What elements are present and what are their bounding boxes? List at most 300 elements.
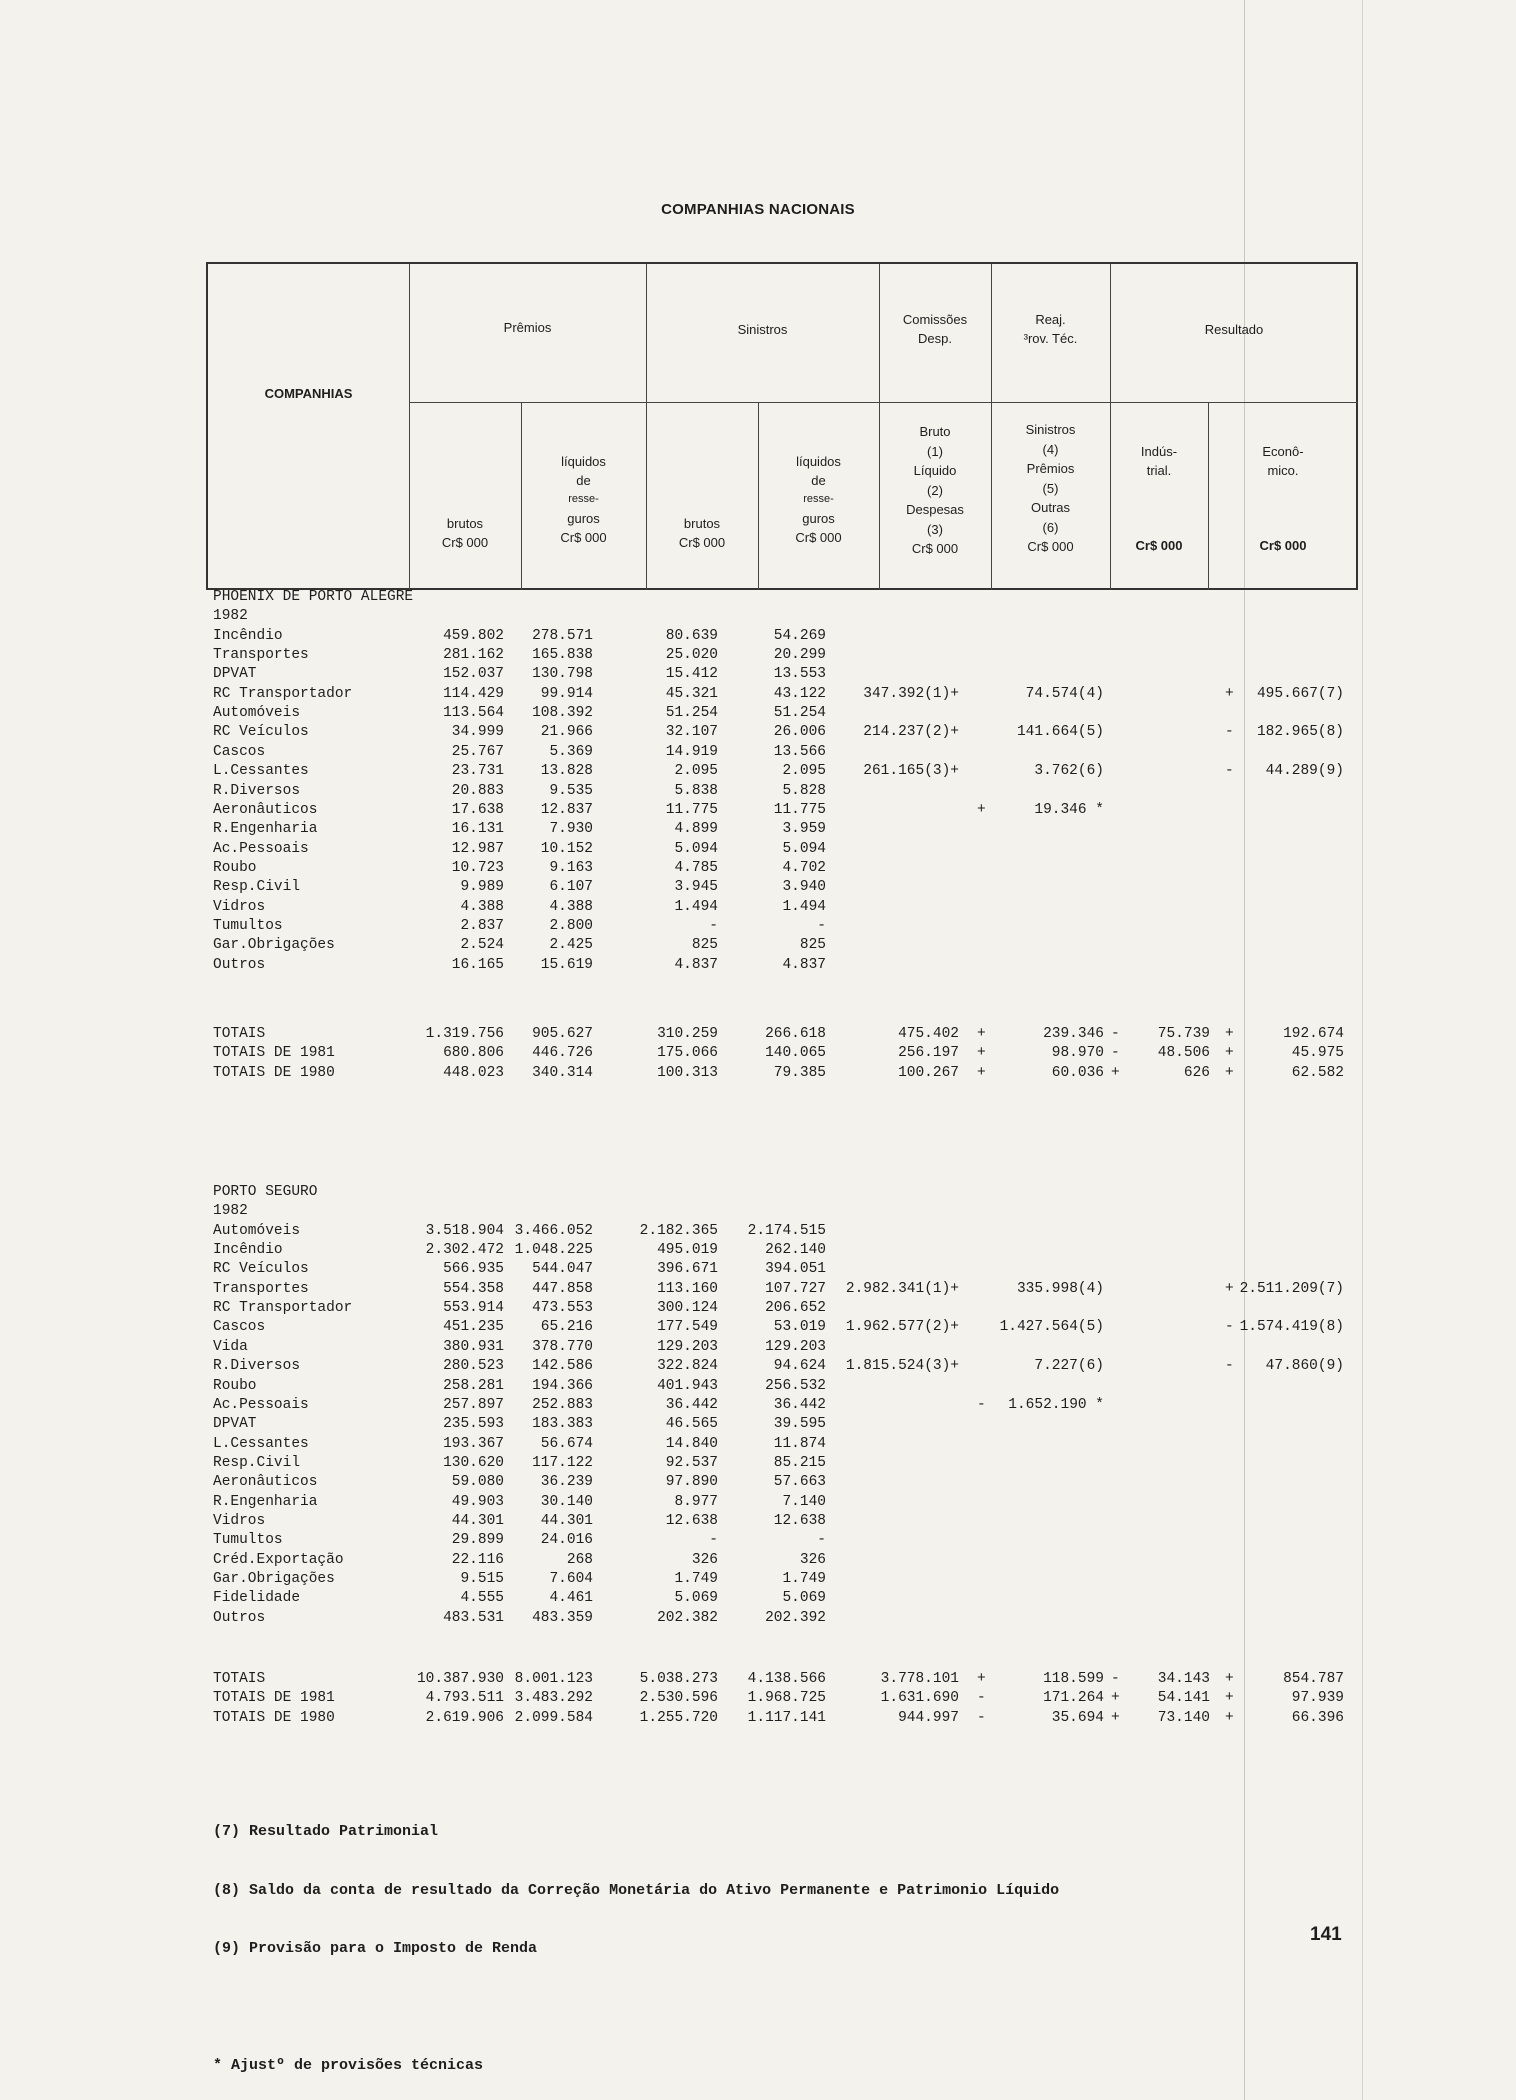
table-row	[0, 1570, 1516, 1589]
premios-liquidos-cell: 36.239	[540, 1474, 593, 1491]
company-name: PHOENIX DE PORTO ALEGRE	[213, 589, 414, 605]
sinistros-brutos-cell: 100.313	[657, 1064, 718, 1081]
premios-brutos-cell: 17.638	[451, 801, 504, 818]
sinistros-liquidos-cell: 26.006	[773, 724, 826, 741]
row-label-cell: L.Cessantes	[213, 1435, 309, 1452]
premios-liquidos-cell: 3.483.292	[514, 1690, 593, 1707]
sinistros-liquidos-cell: 85.215	[773, 1454, 826, 1471]
sinistros-brutos-cell: -	[709, 1532, 718, 1549]
premios-brutos-cell: 16.131	[451, 821, 504, 838]
premios-brutos-cell: 10.387.930	[416, 1671, 504, 1687]
premios-liquidos-cell: 15.619	[540, 956, 593, 973]
sinistros-liquidos-cell: 4.702	[782, 859, 826, 876]
premios-liquidos-cell: 6.107	[549, 879, 593, 896]
table-row	[0, 1280, 1516, 1299]
sinistros-liquidos-cell: 1.968.725	[747, 1690, 826, 1707]
table-row	[0, 956, 1516, 975]
row-label-cell: TOTAIS DE 1981	[213, 1045, 335, 1062]
economico-unit: Cr$ 000	[1259, 538, 1307, 553]
totals-row	[0, 1064, 1516, 1083]
sinistros-brutos-header: brutos Cr$ 000	[678, 516, 726, 550]
table-row	[0, 1473, 1516, 1492]
industrial-cell: 48.506	[1157, 1045, 1210, 1062]
comissoes-header: Comissões Desp.	[902, 312, 968, 346]
sinistros-liquidos-cell: 20.299	[773, 647, 826, 664]
sinistros-liquidos-cell: 57.663	[773, 1474, 826, 1491]
reaj-cell: 239.346	[1043, 1026, 1104, 1042]
sinistros-liquidos-cell: 326	[799, 1551, 826, 1568]
row-label-cell: Roubo	[213, 859, 257, 876]
row-label-cell: L.Cessantes	[213, 763, 309, 780]
premios-brutos-cell: 380.931	[443, 1338, 504, 1355]
sign-cell: +	[1111, 1064, 1120, 1081]
row-label-cell: Cascos	[213, 1319, 266, 1336]
table-row	[0, 685, 1516, 704]
row-label-cell: Outros	[213, 1609, 266, 1626]
sinistros-brutos-cell: 1.494	[674, 898, 718, 915]
economico-cell: 2.511.209(7)	[1239, 1280, 1344, 1297]
footnotes	[213, 1783, 1059, 2095]
premios-liquidos-cell: 9.163	[549, 859, 593, 876]
premios-brutos-cell: 2.837	[460, 917, 504, 934]
industrial-unit: Cr$ 000	[1135, 538, 1183, 553]
table-row	[0, 1338, 1516, 1357]
table-row	[0, 1589, 1516, 1608]
comissoes-cell: 944.997	[898, 1709, 959, 1726]
sinistros-liquidos-header: líquidos de resse- guros Cr$ 000	[795, 454, 842, 545]
economico-header: Econô- mico.	[1262, 444, 1304, 478]
sinistros-brutos-cell: 25.020	[665, 647, 718, 664]
premios-liquidos-cell: 21.966	[540, 724, 593, 741]
sinistros-liquidos-cell: 202.392	[765, 1609, 826, 1626]
premios-liquidos-cell: 3.466.052	[514, 1222, 593, 1239]
table-row	[0, 627, 1516, 646]
sinistros-brutos-cell: 12.638	[665, 1512, 718, 1529]
row-label-cell: R.Engenharia	[213, 1493, 318, 1510]
premios-brutos-cell: 2.524	[460, 937, 504, 954]
comissoes-subheader: Bruto (1) Líquido (2) Despesas (3) Cr$ 000	[906, 424, 964, 556]
row-label-cell: Automóveis	[213, 705, 301, 722]
table-row	[0, 1222, 1516, 1241]
companhias-header: COMPANHIAS	[264, 386, 353, 401]
sinistros-brutos-cell: 5.838	[674, 782, 718, 799]
row-label-cell: Roubo	[213, 1377, 257, 1394]
premios-brutos-cell: 281.162	[443, 647, 504, 664]
totals-row	[0, 1709, 1516, 1728]
company-year: 1982	[213, 1203, 248, 1220]
table-row	[0, 1512, 1516, 1531]
row-label-cell: R.Diversos	[213, 782, 301, 799]
reaj-subheader: Sinistros (4) Prêmios (5) Outras (6) Cr$ 000	[1025, 422, 1076, 554]
row-label-cell: Transportes	[213, 647, 309, 664]
row-label-cell: RC Veículos	[213, 724, 309, 741]
sign-cell: +	[1111, 1690, 1120, 1707]
sinistros-brutos-cell: 129.203	[657, 1338, 718, 1355]
premios-brutos-cell: 280.523	[443, 1358, 504, 1375]
row-label-cell: DPVAT	[213, 1416, 257, 1433]
sinistros-liquidos-cell: 825	[799, 937, 826, 954]
row-label-cell: Vida	[213, 1338, 248, 1355]
economico-cell: 66.396	[1291, 1709, 1344, 1726]
premios-brutos-header: brutos Cr$ 000	[441, 516, 489, 550]
premios-brutos-cell: 4.555	[460, 1590, 504, 1607]
premios-brutos-cell: 4.793.511	[425, 1690, 504, 1707]
industrial-cell: 54.141	[1157, 1690, 1210, 1707]
premios-brutos-cell: 16.165	[451, 956, 504, 973]
reaj-cell: 7.227(6)	[1034, 1358, 1104, 1375]
premios-liquidos-cell: 183.383	[532, 1416, 593, 1433]
premios-brutos-cell: 566.935	[443, 1261, 504, 1278]
row-label-cell: Vidros	[213, 898, 266, 915]
sign-cell: +	[977, 1026, 986, 1042]
premios-brutos-cell: 483.531	[443, 1609, 504, 1626]
row-label-cell: TOTAIS	[213, 1026, 266, 1042]
premios-liquidos-cell: 252.883	[532, 1396, 593, 1413]
reaj-cell: 74.574(4)	[1025, 685, 1104, 702]
sinistros-brutos-cell: 32.107	[665, 724, 718, 741]
sinistros-brutos-cell: 4.785	[674, 859, 718, 876]
row-label-cell: Vidros	[213, 1512, 266, 1529]
row-label-cell: RC Transportador	[213, 1300, 353, 1317]
sign-cell: +	[977, 801, 986, 818]
sinistros-liquidos-cell: 206.652	[765, 1300, 826, 1317]
premios-liquidos-cell: 2.425	[549, 937, 593, 954]
comissoes-cell: 475.402	[898, 1026, 959, 1042]
sinistros-brutos-cell: 396.671	[657, 1261, 718, 1278]
sinistros-liquidos-cell: 12.638	[773, 1512, 826, 1529]
economico-cell: 47.860(9)	[1265, 1358, 1344, 1375]
economico-cell: 182.965(8)	[1256, 724, 1344, 741]
table-row	[0, 1299, 1516, 1318]
reaj-cell: 19.346 *	[1034, 801, 1104, 818]
sign-cell: +	[977, 1064, 986, 1081]
table-row	[0, 936, 1516, 955]
premios-brutos-cell: 130.620	[443, 1454, 504, 1471]
sign-cell: -	[1111, 1671, 1120, 1687]
sinistros-brutos-cell: 80.639	[665, 627, 718, 644]
row-label-cell: Resp.Civil	[213, 1454, 301, 1471]
reaj-cell: 60.036	[1051, 1064, 1104, 1081]
table-header	[206, 262, 1358, 590]
reaj-cell: 1.652.190 *	[1008, 1396, 1104, 1413]
premios-liquidos-cell: 130.798	[532, 666, 593, 683]
premios-liquidos-cell: 268	[566, 1551, 593, 1568]
premios-brutos-cell: 22.116	[451, 1551, 504, 1568]
sinistros-brutos-cell: -	[709, 917, 718, 934]
sinistros-liquidos-cell: 79.385	[773, 1064, 826, 1081]
sinistros-brutos-cell: 14.840	[665, 1435, 718, 1452]
premios-brutos-cell: 193.367	[443, 1435, 504, 1452]
sinistros-liquidos-cell: -	[817, 917, 826, 934]
sinistros-brutos-cell: 326	[691, 1551, 718, 1568]
row-label-cell: R.Engenharia	[213, 821, 318, 838]
premios-liquidos-cell: 65.216	[540, 1319, 593, 1336]
reaj-cell: 141.664(5)	[1016, 724, 1104, 741]
sinistros-liquidos-cell: 7.140	[782, 1493, 826, 1510]
premios-liquidos-cell: 7.604	[549, 1571, 593, 1587]
table-row	[0, 1435, 1516, 1454]
sinistros-liquidos-cell: 2.095	[782, 763, 826, 780]
page-number: 141	[1310, 1924, 1342, 1945]
premios-brutos-cell: 459.802	[443, 627, 504, 644]
table-row	[0, 1493, 1516, 1512]
comissoes-cell: 100.267	[898, 1064, 959, 1081]
comissoes-cell: 347.392(1)+	[863, 685, 959, 702]
premios-liquidos-cell: 30.140	[540, 1493, 593, 1510]
sinistros-liquidos-cell: 129.203	[765, 1338, 826, 1355]
sinistros-brutos-cell: 401.943	[657, 1377, 718, 1394]
sinistros-brutos-cell: 36.442	[665, 1396, 718, 1413]
economico-cell: 192.674	[1283, 1026, 1344, 1042]
table-row	[0, 1357, 1516, 1376]
sinistros-brutos-cell: 1.749	[674, 1571, 718, 1587]
sign-cell: +	[1225, 1026, 1234, 1042]
sinistros-brutos-cell: 2.095	[674, 763, 718, 780]
comissoes-cell: 1.815.524(3)+	[845, 1358, 959, 1375]
table-row	[0, 1609, 1516, 1628]
table-row	[0, 898, 1516, 917]
row-label-cell: Créd.Exportação	[213, 1551, 344, 1568]
sinistros-brutos-cell: 113.160	[657, 1280, 718, 1297]
premios-liquidos-cell: 194.366	[532, 1377, 593, 1394]
premios-brutos-cell: 258.281	[443, 1377, 504, 1394]
footnote: (9) Provisão para o Imposto de Renda	[213, 1940, 538, 1957]
comissoes-cell: 3.778.101	[880, 1671, 959, 1687]
sign-cell: +	[1225, 1690, 1234, 1707]
premios-liquidos-cell: 7.930	[549, 821, 593, 838]
premios-liquidos-cell: 2.099.584	[514, 1709, 593, 1726]
premios-liquidos-cell: 13.828	[540, 763, 593, 780]
table-row	[0, 782, 1516, 801]
sinistros-liquidos-cell: 43.122	[773, 685, 826, 702]
footnote: (7) Resultado Patrimonial	[213, 1823, 439, 1840]
premios-header: Prêmios	[503, 320, 552, 335]
sinistros-liquidos-cell: 5.828	[782, 782, 826, 799]
sinistros-liquidos-cell: 107.727	[765, 1280, 826, 1297]
sinistros-liquidos-cell: 11.775	[773, 801, 826, 818]
company-year: 1982	[213, 608, 248, 625]
sinistros-liquidos-cell: 39.595	[773, 1416, 826, 1433]
totals-row	[0, 1025, 1516, 1044]
sinistros-brutos-cell: 322.824	[657, 1358, 718, 1375]
premios-liquidos-cell: 2.800	[549, 917, 593, 934]
premios-brutos-cell: 2.302.472	[425, 1242, 504, 1259]
premios-brutos-cell: 29.899	[451, 1532, 504, 1549]
row-label-cell: Transportes	[213, 1280, 309, 1297]
row-label-cell: Ac.Pessoais	[213, 840, 309, 857]
table-row	[0, 665, 1516, 684]
reaj-cell: 335.998(4)	[1016, 1280, 1104, 1297]
premios-liquidos-cell: 142.586	[532, 1358, 593, 1375]
sinistros-liquidos-cell: -	[817, 1532, 826, 1549]
table-row	[0, 723, 1516, 742]
economico-cell: 97.939	[1291, 1690, 1344, 1707]
premios-liquidos-cell: 446.726	[532, 1045, 593, 1062]
premios-brutos-cell: 34.999	[451, 724, 504, 741]
premios-liquidos-cell: 108.392	[532, 705, 593, 722]
premios-liquidos-cell: 165.838	[532, 647, 593, 664]
premios-brutos-cell: 9.515	[460, 1571, 504, 1587]
reaj-cell: 98.970	[1051, 1045, 1104, 1062]
premios-liquidos-cell: 544.047	[532, 1261, 593, 1278]
table-row	[0, 1241, 1516, 1260]
table-row	[0, 1396, 1516, 1415]
premios-liquidos-cell: 473.553	[532, 1300, 593, 1317]
sinistros-brutos-cell: 175.066	[657, 1045, 718, 1062]
sign-cell: -	[977, 1709, 986, 1726]
premios-brutos-cell: 23.731	[451, 763, 504, 780]
row-label-cell: Aeronâuticos	[213, 1474, 318, 1491]
industrial-cell: 34.143	[1157, 1671, 1210, 1687]
sinistros-brutos-cell: 3.945	[674, 879, 718, 896]
row-label-cell: TOTAIS DE 1980	[213, 1064, 335, 1081]
sinistros-liquidos-cell: 3.959	[782, 821, 826, 838]
sign-cell: -	[1225, 763, 1234, 780]
economico-cell: 44.289(9)	[1265, 763, 1344, 780]
sinistros-brutos-cell: 2.182.365	[639, 1222, 718, 1239]
row-label-cell: Tumultos	[213, 917, 283, 934]
premios-brutos-cell: 4.388	[460, 898, 504, 915]
sinistros-brutos-cell: 310.259	[657, 1026, 718, 1042]
sinistros-liquidos-cell: 51.254	[773, 705, 826, 722]
sinistros-brutos-cell: 46.565	[665, 1416, 718, 1433]
sign-cell: -	[977, 1396, 986, 1413]
row-label-cell: DPVAT	[213, 666, 257, 683]
row-label-cell: Aeronâuticos	[213, 801, 318, 818]
sinistros-brutos-cell: 45.321	[665, 685, 718, 702]
footnote	[213, 1998, 1059, 2018]
sinistros-liquidos-cell: 13.566	[773, 743, 826, 760]
premios-brutos-cell: 3.518.904	[425, 1222, 504, 1239]
premios-brutos-cell: 44.301	[451, 1512, 504, 1529]
sinistros-liquidos-cell: 36.442	[773, 1396, 826, 1413]
sign-cell: -	[1225, 1319, 1234, 1336]
row-label-cell: RC Transportador	[213, 685, 353, 702]
industrial-cell: 73.140	[1157, 1709, 1210, 1726]
premios-brutos-cell: 20.883	[451, 782, 504, 799]
premios-liquidos-cell: 447.858	[532, 1280, 593, 1297]
row-label-cell: Gar.Obrigações	[213, 1571, 335, 1587]
sinistros-brutos-cell: 202.382	[657, 1609, 718, 1626]
premios-liquidos-cell: 24.016	[540, 1532, 593, 1549]
sinistros-liquidos-cell: 140.065	[765, 1045, 826, 1062]
premios-brutos-cell: 9.989	[460, 879, 504, 896]
row-label-cell: TOTAIS DE 1980	[213, 1709, 335, 1726]
table-row	[0, 762, 1516, 781]
table-row	[0, 1531, 1516, 1550]
premios-liquidos-cell: 5.369	[549, 743, 593, 760]
sinistros-brutos-cell: 4.837	[674, 956, 718, 973]
sinistros-liquidos-cell: 256.532	[765, 1377, 826, 1394]
premios-liquidos-cell: 117.122	[532, 1454, 593, 1471]
industrial-cell: 626	[1183, 1064, 1210, 1081]
economico-cell: 854.787	[1283, 1671, 1344, 1687]
sign-cell: +	[1225, 1045, 1234, 1062]
sinistros-liquidos-cell: 5.094	[782, 840, 826, 857]
table-row	[0, 859, 1516, 878]
premios-brutos-cell: 451.235	[443, 1319, 504, 1336]
sinistros-brutos-cell: 2.530.596	[639, 1690, 718, 1707]
table-row	[0, 743, 1516, 762]
sign-cell: +	[1225, 1064, 1234, 1081]
row-label-cell: RC Veículos	[213, 1261, 309, 1278]
reaj-cell: 1.427.564(5)	[999, 1319, 1104, 1336]
sign-cell: +	[977, 1045, 986, 1062]
table-row	[0, 1415, 1516, 1434]
table-row	[0, 840, 1516, 859]
row-label-cell: Gar.Obrigações	[213, 937, 335, 954]
sinistros-liquidos-cell: 1.117.141	[747, 1709, 826, 1726]
sinistros-liquidos-cell: 266.618	[765, 1026, 826, 1042]
comissoes-cell: 261.165(3)+	[863, 763, 959, 780]
sign-cell: +	[1225, 1709, 1234, 1726]
premios-brutos-cell: 554.358	[443, 1280, 504, 1297]
sinistros-liquidos-cell: 11.874	[773, 1435, 826, 1452]
page-title: COMPANHIAS NACIONAIS	[661, 201, 855, 218]
sinistros-brutos-cell: 5.038.273	[639, 1671, 718, 1687]
sinistros-brutos-cell: 4.899	[674, 821, 718, 838]
sinistros-liquidos-cell: 13.553	[773, 666, 826, 683]
sinistros-liquidos-cell: 4.837	[782, 956, 826, 973]
premios-brutos-cell: 59.080	[451, 1474, 504, 1491]
sinistros-brutos-cell: 97.890	[665, 1474, 718, 1491]
row-label-cell: Outros	[213, 956, 266, 973]
premios-brutos-cell: 114.429	[443, 685, 504, 702]
premios-liquidos-cell: 9.535	[549, 782, 593, 799]
table-row	[0, 646, 1516, 665]
table-row	[0, 878, 1516, 897]
table-row	[0, 704, 1516, 723]
comissoes-cell: 256.197	[898, 1045, 959, 1062]
table-row	[0, 1377, 1516, 1396]
sinistros-brutos-cell: 15.412	[665, 666, 718, 683]
comissoes-cell: 2.982.341(1)+	[845, 1280, 959, 1297]
table-row	[0, 1260, 1516, 1279]
footnote: * Ajustº de provisões técnicas	[213, 2057, 484, 2074]
sign-cell: -	[1225, 724, 1234, 741]
table-row	[0, 1551, 1516, 1570]
sign-cell: +	[1225, 1280, 1234, 1297]
economico-cell: 1.574.419(8)	[1239, 1319, 1344, 1336]
row-label-cell: Fidelidade	[213, 1590, 301, 1607]
sinistros-brutos-cell: 8.977	[674, 1493, 718, 1510]
premios-brutos-cell: 1.319.756	[425, 1026, 504, 1042]
row-label-cell: R.Diversos	[213, 1358, 301, 1375]
table-row	[0, 801, 1516, 820]
premios-liquidos-cell: 905.627	[532, 1026, 593, 1042]
sinistros-brutos-cell: 5.069	[674, 1590, 718, 1607]
premios-brutos-cell: 235.593	[443, 1416, 504, 1433]
sinistros-liquidos-cell: 394.051	[765, 1261, 826, 1278]
sinistros-brutos-cell: 51.254	[665, 705, 718, 722]
premios-liquidos-cell: 56.674	[540, 1435, 593, 1452]
row-label-cell: TOTAIS DE 1981	[213, 1690, 335, 1707]
premios-brutos-cell: 152.037	[443, 666, 504, 683]
premios-brutos-cell: 25.767	[451, 743, 504, 760]
sinistros-liquidos-cell: 4.138.566	[747, 1671, 826, 1687]
comissoes-cell: 1.962.577(2)+	[845, 1319, 959, 1336]
sinistros-brutos-cell: 14.919	[665, 743, 718, 760]
sinistros-liquidos-cell: 1.749	[782, 1571, 826, 1587]
economico-cell: 62.582	[1291, 1064, 1344, 1081]
premios-brutos-cell: 49.903	[451, 1493, 504, 1510]
totals-row	[0, 1670, 1516, 1689]
comissoes-cell: 1.631.690	[880, 1690, 959, 1707]
premios-liquidos-cell: 10.152	[540, 840, 593, 857]
row-label-cell: Tumultos	[213, 1532, 283, 1549]
premios-liquidos-cell: 99.914	[540, 685, 593, 702]
premios-liquidos-header: líquidos de resse- guros Cr$ 000	[560, 454, 607, 545]
